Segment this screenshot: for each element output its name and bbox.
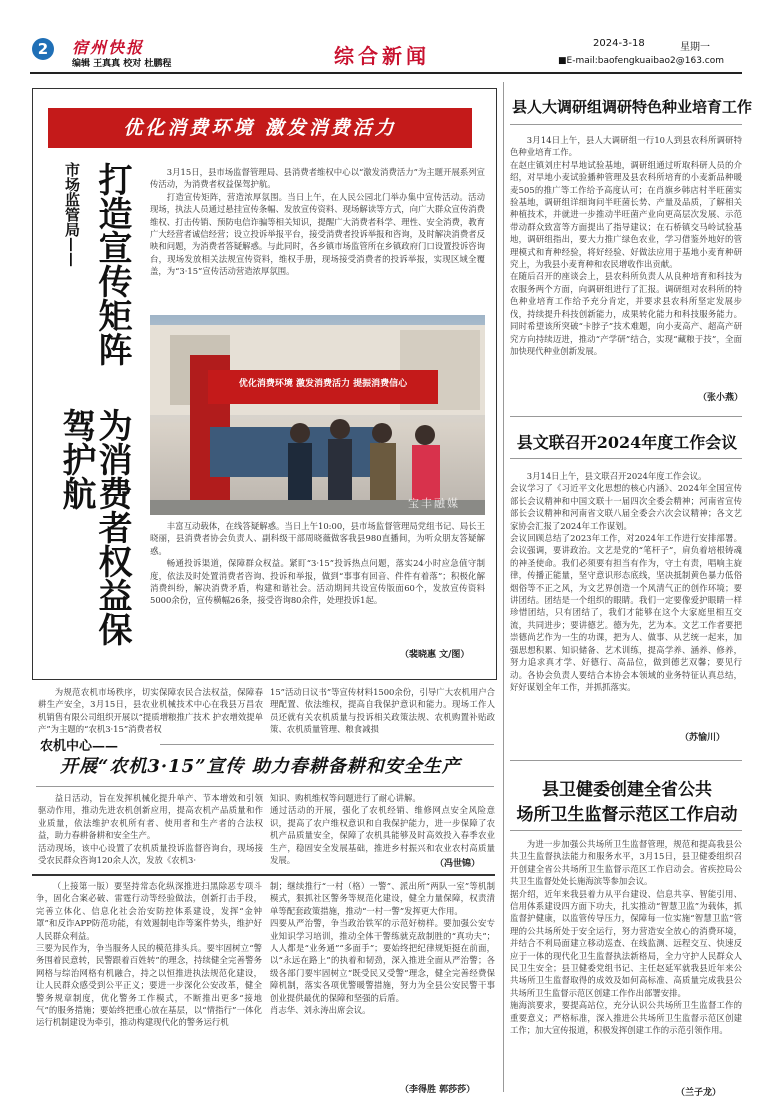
masthead-rule bbox=[30, 72, 742, 74]
date: 2024-3-18 bbox=[593, 38, 645, 49]
vertical-title-1: 打造宣传矩阵 bbox=[92, 162, 132, 366]
article2-bottom-right-text: 知识、购机维权等问题进行了耐心讲解。 通过活动的开展，强化了农机经销、维修网点安全风险意识，提高了农户维权意识和自我保护能力，进一步保障了农机产品质量安全，保障了农机具能够及时高效投入春季农业生产，稳固安全发展基础，推进乡村振兴和农业农村高质量发展。 bbox=[270, 793, 495, 866]
article3-headline: 县人大调研组调研特色种业培育工作 bbox=[512, 98, 753, 116]
page-number-badge: 2 bbox=[32, 38, 54, 60]
continued-col1-text: （上接第一版）要坚持常态化纵深推进扫黑除恶专项斗争，固化合案必破、雷霆行动等经验做法，创新打击手段，完善立体化、信息化社会治安防控体系建设，发挥“金钟罩”和反诈APP防范功能，有效遏制电诈等案件势头，维护好人民群众利益。 三要为民作为，争当服务人民的模范排头兵。要牢固树立“警务围着民意转，民警跟着百姓转”的理念，持续健全完善警务网格与综治网格有机融合，持之以恒推进执法规范化建设，让人民群众感受到公平正义；要进一步深化公安改革，健全警务规章制度，优化警务工作模式，不断推出更多“接地气”的服务措施；要始终把重心放在基层，以“情指行”一体化运行机制建设为牵引，推动构建现代化的警务运行机 bbox=[36, 881, 262, 1028]
article5-headline-2: 场所卫生监督示范区工作启动 bbox=[516, 805, 738, 825]
article2-top-left bbox=[38, 686, 263, 736]
article3-body bbox=[510, 134, 742, 357]
article2-top-left-text: 为规范农机市场秩序，切实保障农民合法权益，保障春耕生产安全，3月15日，县农业机械技术中心在我县万昌农机销售有限公司组织开展以“提质增粮推广技术 护农增效提单产”为主题的“农机3·15”消费者权 bbox=[38, 687, 263, 735]
email-text: E-mail:baofengkuaibao2@163.com bbox=[566, 56, 724, 66]
article5-rule bbox=[510, 830, 742, 831]
article3-body-text: 3月14日上午，县人大调研组一行10人到县农科所调研特色种业培育工作。 在赵庄镇刘庄村旱地试验基地，调研组通过听取科研人员的介绍，对旱地小麦试验播种管理及县农科所培育的小麦新品种暖麦505的推广等工作给予高度认可；在肖旗乡韩店村半旺菌实验基地，调研组详细询问半旺菌长势、产量及品质，了解相关种植技术，并就进一步推动半旺菌产业向更高层次发展、示范带动群众致富等方面提出了指导建议；在石桥镇交马岭试验基地，调研组指出，要大力推广绿色农业，学习借鉴外地好的管理模式和育种经验，将好经验、好做法应用于基地小麦育种研究上，为我县小麦育种和农民增收作出贡献。 在随后召开的座谈会上，县农科所负责人从良种培育和科技为农服务两个方面，向调研组进行了汇报。调研组对农科所的特色种业培育工作给予充分肯定，并要求县农科所坚定发展步伐，持续提升科技创新能力，成果转化能力和科技服务能力。同时希望该所突破“卡脖子”技术难题，向小麦高产、超高产研究方向持续迈进，推动“产学研”结合，实现“藏粮于技”，全面加快现代种业创新发展。 bbox=[510, 135, 742, 356]
article4-body-text: 3月14日上午，县文联召开2024年度工作会议。 会议学习了《习近平文化思想的核心内涵》、2024年全国宣传部长会议精神和中国文联十一届四次全委会精神；河南省宣传部长会议精神和河南省文联八届全委会六次会议精神；各文艺家协会汇报了2024年工作谋划。 会议回顾总结了2023年工作，对2024年工作进行安排部署。会议强调，要讲政治。文艺是党的“笔杆子”，肩负着培根铸魂的神圣使命。我们必须要有担当有作为，守土有责，唱响主旋律，传播正能量，坚守意识形态底线，坚决抵制黄色暴力低俗烟俗等不正之风，为文艺界创造一个风清气正的创作环境；要讲团结。团结是一个组织的眼睛。我们一定要像爱护眼睛一样珍惜团结，只有团结了，我们才能够在这个大家庭里相互交流，共同进步；要讲德艺。德为先，艺为本。文艺工作者要把崇德尚艺作为一生的功课，把为人、做事、从艺统一起来，加强思想积累、知识储备、艺术训练，提高学养、涵养、修养，努力追求真才学、好德行、高品位，做到德艺双馨；要见行动。各协会负责人要结合本协会本领域的业务特征认真总结，好好谋划全年工作，并抓抓落实。 bbox=[510, 471, 742, 692]
article1-para3: 丰富互动载体，在线答疑解惑。当日上午10:00，县市场监督管理局党组书记、局长王晓丽，县消费者协会负责人、副科级干部周晓薇做客我县980直播间，为听众朋友答疑解惑。 bbox=[150, 521, 485, 556]
photo-scene bbox=[150, 315, 485, 515]
article2-top-right bbox=[270, 686, 495, 736]
photo-watermark: 宝丰融媒 bbox=[408, 497, 460, 510]
article1-byline: （裴晓惠 文/图） bbox=[400, 650, 470, 660]
article1-intro bbox=[150, 166, 485, 278]
paper-name: 宿州快报 bbox=[72, 38, 145, 57]
article5-body bbox=[510, 838, 742, 1086]
article2-bottom-left bbox=[38, 792, 263, 866]
article2-headline-rule bbox=[36, 786, 494, 787]
photo-banner-text: 优化消费环境 激发消费活力 提振消费信心 bbox=[238, 379, 408, 389]
article4-rule-top bbox=[510, 416, 742, 417]
article5-headline-1: 县卫健委创建全省公共 bbox=[542, 780, 712, 800]
article1-para2: 打造宣传矩阵，营造浓厚氛围。当日上午，在人民公园北门举办集中宣传活动。活动现场，执法人员通过悬挂宣传条幅、发放宣传资料、现场解读等方式，向广大群众宣传消费维权、打击传销、预防电信诈骗等相关知识，提醒广大消费者科学、理性、安全消费，教育广大经营者诚信经营；设立投诉举报平台，接受消费者投诉举报和咨询，及时解决消费者反映和问题，为消费者答疑解惑。与此同时，各乡镇市场监管所在乡镇政府门口设置投诉咨询台，现场发放相关法规宣传资料，维权手册，现场接受消费者的投诉举报，实现区域全覆盖，为“3·15”宣传活动营造浓厚氛围。 bbox=[150, 191, 485, 277]
weekday: 星期一 bbox=[680, 42, 710, 53]
vertical-kicker: 市场监管局—— bbox=[63, 162, 81, 267]
article2-kicker: 农机中心—— bbox=[40, 739, 119, 754]
section-title: 综合新闻 bbox=[334, 44, 430, 68]
email: ■E-mail:baofengkuaibao2@163.com bbox=[558, 56, 724, 66]
article1-para4: 畅通投诉渠道，保障群众权益。紧盯“3·15”投诉热点问题，落实24小时应急值守制度，依法及时处置消费者咨询、投诉和举报，做到“事事有回音、件件有着落”；积极化解消费纠纷，解决消费矛盾，构建和谐社会。活动期间共设宣传版面60个，发放宣传资料5000余份，宣传横幅26条，接受咨询80余件，处理投诉1起。 bbox=[150, 558, 485, 606]
article4-body bbox=[510, 470, 742, 693]
article1-banner: 优化消费环境 激发消费活力 bbox=[48, 108, 472, 148]
continued-byline: （李得胜 郭莎莎） bbox=[400, 1085, 476, 1095]
article2-top-right-text: 15”活动日议书”等宣传材料1500余份，引导广大农机用户合理配置、依法维权，提高自我保护意识和能力。现场工作人员还就有关农机质量与投诉相关政策法规、农机购置补贴政策、农机质量管理、粮食减损 bbox=[270, 687, 495, 735]
credits: 编辑 王真真 校对 杜鹏程 bbox=[72, 59, 172, 69]
article2-headline: 开展“农机3·15”宣传 助力春耕备耕和安全生产 bbox=[60, 756, 461, 777]
article5-body-text: 为进一步加强公共场所卫生监督管理，规范和提高我县公共卫生监督执法能力和服务水平，3月15日，县卫健委组织召开创建全省公共场所卫生监督示范区工作启动会。省疾控局公共卫生监督处处长施海滨等参加会议。 据介绍，近年来我县着力从平台建设、信息共享、智能引用、信用体系建设四方面下功夫，扎实推动“智慧卫监”为载体，抓监督护健康，以监管传导压力，保障每一位实施“智慧卫监”管理的公共场所处于安全运行，努力营造安全放心的消费环境，并结合不利局面建立移动巡查、在线监测、远程交互、快速反应于一体的现代化卫生监督执法新格局，全力守护人民群众人民卫生安全；县卫健委党组书记、主任赵延军就我县近年来公共场所卫生监督取得的成效及如何高标准、高质量完成我县公共场所卫生监督示范区创建工作作出部署安排。 施海滨要求，要提高站位，充分认识公共场所卫生监督工作的重要意义；严格标准，深入推进公共场所卫生监督示范区创建工作；加大宣传报道，积极发挥创建工作的示范引领作用。 bbox=[510, 839, 742, 1036]
article5-byline: （兰子龙） bbox=[676, 1088, 722, 1098]
article4-rule bbox=[510, 458, 742, 459]
divider-left-bottom bbox=[32, 874, 495, 876]
continued-col2-text: 制；继续推行“一村（格）一警”、派出所“两队一室”等机制模式，狠抓社区警务等规范化建设，健全力量保障，权责清单等配套政策措施，推动“一村一警”发挥更大作用。 四要从严治警，争当政治铁军的示范好榜样。要加强公安专业知识学习培训，推动全体干警练就克敌制胜的“真功夫”；人人都是“业务通”“多面手”；要始终把纪律规矩挺在前面，以“永远在路上”的执着和韧劲，深入推进全面从严治警；各级各部门要牢固树立“既受民又受警”理念，健全完善经费保障机制，落实各项优警暖警措施，努力为全县公安民警干事创业提供最优的保障和坚强的后盾。 肖志华、刘永涛出席会议。 bbox=[270, 881, 495, 1016]
article2-byline: （冯世锦） bbox=[435, 859, 481, 869]
article5-rule-top bbox=[510, 760, 742, 761]
column-divider bbox=[503, 82, 504, 1092]
event-photo bbox=[150, 315, 485, 515]
vertical-title-2: 为消费者权益保驾护航 bbox=[56, 408, 132, 646]
article3-rule bbox=[510, 124, 742, 125]
article1-body bbox=[150, 520, 485, 607]
article1-para1: 3月15日，县市场监督管理局、县消费者维权中心以“激发消费活力”为主题开展系列宣传活动，为消费者权益保驾护航。 bbox=[150, 167, 485, 190]
continued-col1 bbox=[36, 880, 262, 1098]
article4-byline: （苏愉川） bbox=[680, 733, 726, 743]
article2-title-rule bbox=[160, 744, 494, 745]
continued-col2 bbox=[270, 880, 495, 1080]
article2-bottom-left-text: 益日活动，旨在发挥机械化提升单产、节本增效和引领驱动作用，推动先进农机创新应用，提高农机产品质量和作业质量，依法维护农机所有者、使用者和生产者的合法权益，助力春耕备耕和安全生产。 活动现场，该中心设置了农机质量投诉监督咨询台，现场接受农民群众咨询120余人次，发放《农机3· bbox=[38, 793, 263, 866]
article3-byline: （张小燕） bbox=[698, 393, 744, 403]
article4-headline: 县文联召开2024年度工作会议 bbox=[516, 433, 738, 452]
